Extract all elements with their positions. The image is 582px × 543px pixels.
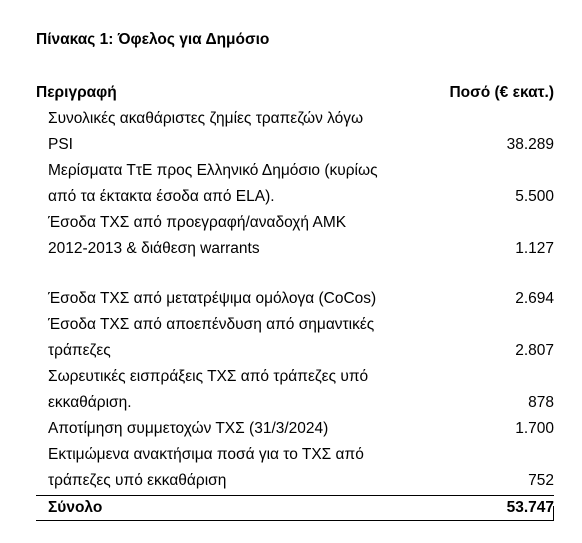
row-description (48, 286, 438, 312)
row-description-line: Αποτίμηση συμμετοχών ΤΧΣ (31/3/2024) (48, 420, 329, 437)
total-label: Σύνολο (48, 499, 103, 516)
row-description (48, 312, 438, 364)
row-description-line: τράπεζες (48, 342, 111, 359)
row-description-line: από τα έκτακτα έσοδα από ELA). (48, 188, 275, 205)
table-row (36, 442, 554, 494)
bottom-divider (36, 520, 554, 521)
blank-row (36, 262, 554, 286)
table-row (36, 286, 554, 312)
row-description (48, 106, 438, 158)
table-row (36, 364, 554, 416)
table-row (36, 158, 554, 210)
row-description-line: 2012-2013 & διάθεση warrants (48, 240, 260, 257)
row-description (48, 158, 438, 210)
table-row (36, 416, 554, 442)
row-description-line: Σωρευτικές εισπράξεις ΤΧΣ από τράπεζες υπό (48, 368, 369, 385)
row-description-line: Εκτιμώμενα ανακτήσιμα ποσά για το ΤΧΣ από (48, 446, 364, 463)
total-amount: 53.747 (506, 499, 554, 516)
row-description-line: τράπεζες υπό εκκαθάριση (48, 472, 227, 489)
header-amount: Ποσό (€ εκατ.) (449, 84, 554, 101)
row-amount: 5.500 (515, 188, 554, 205)
row-description-line: εκκαθάριση. (48, 394, 132, 411)
row-amount: 1.127 (515, 240, 554, 257)
table-header (36, 80, 554, 106)
row-description (48, 364, 438, 416)
row-amount: 38.289 (506, 136, 554, 153)
row-description (48, 442, 438, 494)
table-row (36, 210, 554, 262)
row-description-line: Συνολικές ακαθάριστες ζημίες τραπεζών λόγω (48, 110, 364, 127)
row-amount: 1.700 (515, 420, 554, 437)
row-description-line: Έσοδα ΤΧΣ από προεγραφή/αναδοχή ΑΜΚ (48, 214, 347, 231)
row-amount: 2.807 (515, 342, 554, 359)
row-description-line: PSI (48, 136, 73, 153)
row-description-line: Έσοδα ΤΧΣ από μετατρέψιμα ομόλογα (CoCos) (48, 290, 377, 307)
total-row (36, 495, 554, 522)
table-title: Πίνακας 1: Όφελος για Δημόσιο (36, 31, 270, 48)
row-description (48, 416, 438, 442)
right-edge-divider (553, 506, 554, 520)
row-description-line: Μερίσματα ΤτΕ προς Ελληνικό Δημόσιο (κυρίως (48, 162, 378, 179)
benefit-table (36, 80, 554, 522)
table-row (36, 106, 554, 158)
header-description: Περιγραφή (36, 84, 117, 101)
row-amount: 878 (528, 394, 554, 411)
row-description-line: Έσοδα ΤΧΣ από αποεπένδυση από σημαντικές (48, 316, 375, 333)
table-row (36, 312, 554, 364)
row-amount: 2.694 (515, 290, 554, 307)
row-amount: 752 (528, 472, 554, 489)
row-description (48, 210, 438, 262)
